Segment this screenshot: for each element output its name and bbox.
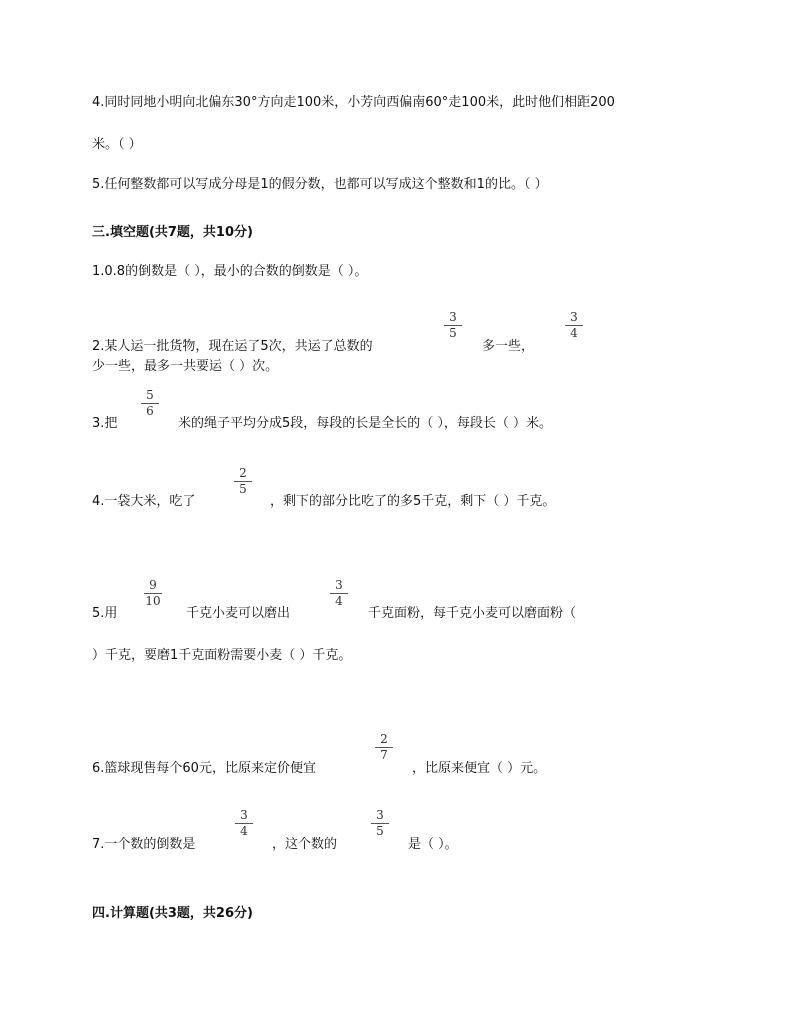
fill-q7-fraction-1 [231, 809, 257, 838]
fill-q2-text-b: 多一些， [482, 339, 535, 354]
fill-q5-text-a: 5.用 [92, 606, 118, 621]
fraction-denominator: 5 [449, 326, 457, 340]
fill-q2-text-c: 少一些，最多一共要运（ ）次。 [92, 359, 279, 374]
judge-q4-line2: 米。（ ） [92, 137, 142, 152]
fraction-numerator: 2 [380, 732, 388, 746]
fraction-numerator: 5 [146, 388, 154, 402]
fill-q5-fraction-1 [140, 579, 166, 608]
judge-q4-line1: 4.同时同地小明向北偏东30°方向走100米，小芳向西偏南60°走100米，此时他们相距200 [92, 95, 615, 110]
fraction-denominator: 5 [376, 824, 384, 838]
fraction-denominator: 4 [570, 326, 578, 340]
section3-title: 三.填空题(共7题，共10分) [92, 225, 253, 240]
fill-q2-fraction-2 [561, 311, 587, 340]
fraction-numerator: 2 [239, 466, 247, 480]
fill-q4-text-a: 4.一袋大米，吃了 [92, 494, 196, 509]
fraction-denominator: 7 [380, 748, 388, 762]
fill-q7-text-c: 是（ ）。 [408, 837, 458, 852]
fill-q5-text-b: 千克小麦可以磨出 [186, 606, 291, 621]
fill-q6-text-b: ，比原来便宜（ ）元。 [412, 761, 547, 776]
fill-q5-text-c: 千克面粉，每千克小麦可以磨面粉（ [368, 606, 577, 621]
section4-title: 四.计算题(共3题，共26分) [92, 906, 253, 921]
fraction-numerator: 3 [240, 808, 248, 822]
fill-q3-fraction [137, 389, 163, 418]
fill-q5-text-d: ）千克，要磨1千克面粉需要小麦（ ）千克。 [92, 648, 352, 663]
fill-q6-fraction [371, 733, 397, 762]
fraction-denominator: 4 [240, 824, 248, 838]
fill-q3-text-a: 3.把 [92, 416, 118, 431]
fraction-numerator: 3 [570, 310, 578, 324]
fraction-numerator: 3 [335, 578, 343, 592]
fill-q4-fraction [230, 467, 256, 496]
fill-q2-text-a: 2.某人运一批货物，现在运了5次，共运了总数的 [92, 339, 373, 354]
fill-q3-text-b: 米的绳子平均分成5段，每段的长是全长的（ ），每段长（ ）米。 [178, 416, 553, 431]
fill-q5-fraction-2 [326, 579, 352, 608]
judge-q5: 5.任何整数都可以写成分母是1的假分数，也都可以写成这个整数和1的比。（ ） [92, 177, 548, 192]
fraction-denominator: 6 [146, 404, 154, 418]
fill-q7-text-b: ，这个数的 [272, 837, 338, 852]
fill-q6-text-a: 6.篮球现售每个60元，比原来定价便宜 [92, 761, 316, 776]
fraction-numerator: 9 [149, 578, 157, 592]
fill-q1: 1.0.8的倒数是（ ），最小的合数的倒数是（ ）。 [92, 264, 368, 279]
fraction-numerator: 3 [376, 808, 384, 822]
fill-q4-text-b: ，剩下的部分比吃了的多5千克，剩下（ ）千克。 [270, 494, 556, 509]
fraction-denominator: 4 [335, 594, 343, 608]
fraction-denominator: 5 [239, 482, 247, 496]
fill-q7-fraction-2 [367, 809, 393, 838]
fraction-numerator: 3 [449, 310, 457, 324]
fill-q2-fraction-1 [440, 311, 466, 340]
fraction-denominator: 10 [145, 594, 161, 608]
fill-q7-text-a: 7.一个数的倒数是 [92, 837, 196, 852]
